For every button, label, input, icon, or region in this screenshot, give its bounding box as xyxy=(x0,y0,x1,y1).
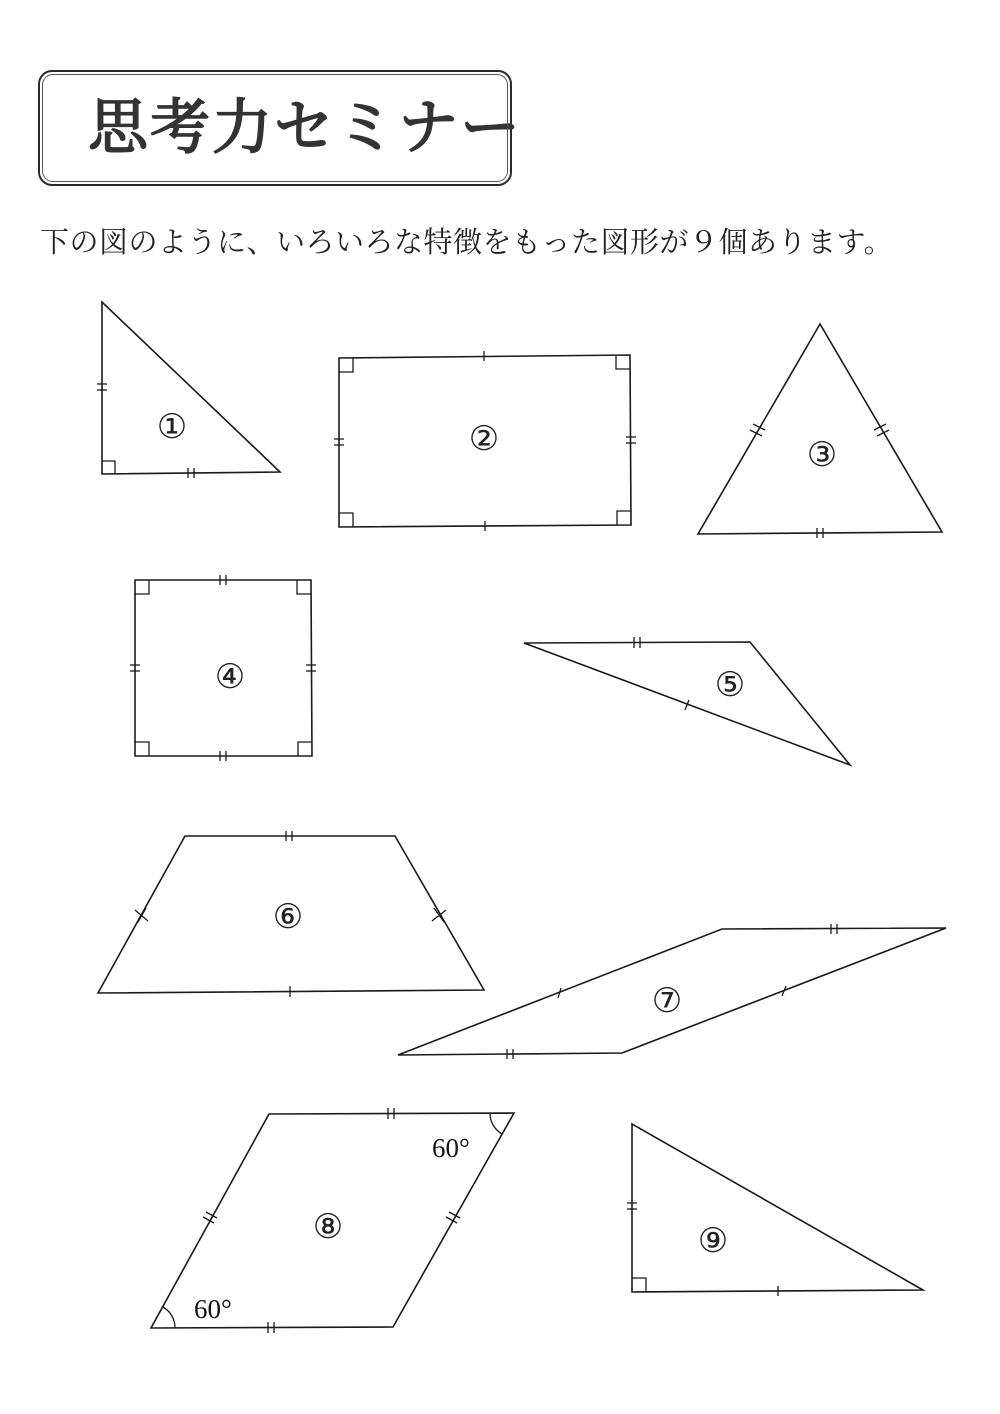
angle-label-top-right: 60° xyxy=(432,1133,470,1163)
tick-cross xyxy=(135,908,148,922)
angle-arc xyxy=(490,1113,502,1134)
angle-label-bottom-left: 60° xyxy=(194,1294,232,1324)
figure-number: ⑦ xyxy=(651,981,683,1021)
page-title: 思考力セミナー xyxy=(88,93,522,163)
figure-number: ④ xyxy=(214,657,246,697)
figure-1-right-triangle xyxy=(97,302,280,478)
figure-number: ⑨ xyxy=(697,1221,729,1261)
figure-8-rhombus xyxy=(151,1108,514,1333)
figure-number: ⑥ xyxy=(272,897,304,937)
figure-number: ① xyxy=(156,407,188,447)
figure-number: ⑧ xyxy=(312,1207,344,1247)
figure-3-equilateral-triangle xyxy=(698,324,942,538)
figure-2-rectangle xyxy=(334,351,636,531)
right-angle-mark xyxy=(102,461,115,474)
figure-4-square xyxy=(130,575,316,761)
right-angle-mark xyxy=(632,1278,646,1292)
figure-number: ⑤ xyxy=(714,665,746,705)
figure-7-parallelogram xyxy=(398,924,946,1059)
angle-arc xyxy=(163,1307,175,1328)
figure-number: ② xyxy=(468,419,500,459)
instruction-text: 下の図のように、いろいろな特徴をもった図形が９個あります。 xyxy=(40,225,894,259)
figure-5-isosceles-triangle xyxy=(524,637,850,765)
figure-number: ③ xyxy=(806,435,838,475)
figure-6-trapezoid xyxy=(98,831,484,997)
figure-9-right-triangle xyxy=(627,1124,923,1296)
